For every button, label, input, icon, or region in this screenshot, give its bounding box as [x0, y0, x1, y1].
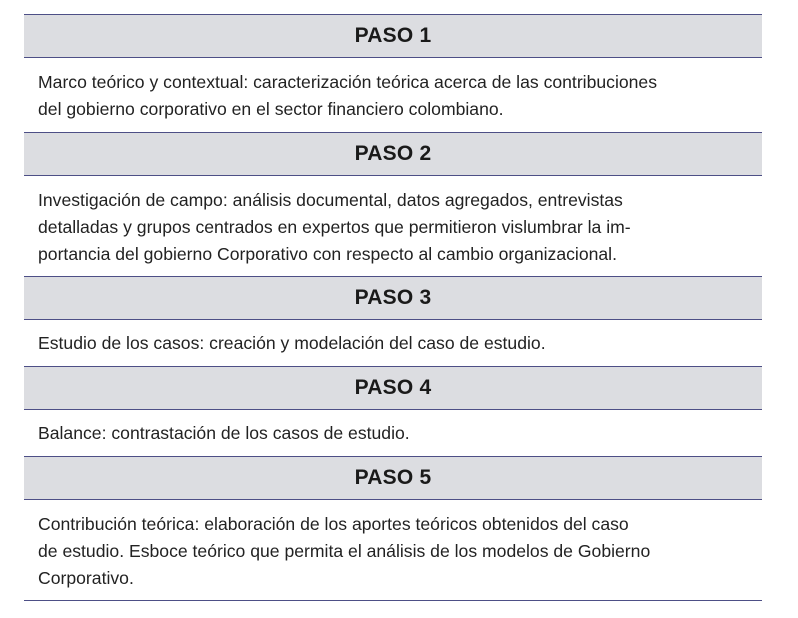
step-5-line: Corporativo.	[38, 567, 134, 588]
step-2-line: Investigación de campo: análisis documental, datos agregados, entrevistas	[38, 189, 623, 210]
step-2-header: PASO 2	[24, 132, 762, 176]
step-4-description	[24, 410, 762, 456]
steps-table	[24, 14, 762, 601]
step-3-header: PASO 3	[24, 276, 762, 320]
step-1-header: PASO 1	[24, 14, 762, 58]
step-5-line: Contribución teórica: elaboración de los aportes teóricos obtenidos del caso	[38, 513, 629, 534]
step-4-line: Balance: contrastación de los casos de estudio.	[38, 423, 410, 443]
step-1-line: Marco teórico y contextual: caracterización teórica acerca de las contribuciones	[38, 72, 658, 92]
step-4-header: PASO 4	[24, 366, 762, 410]
step-5-line: de estudio. Esboce teórico que permita el análisis de los modelos de Gobierno	[38, 540, 651, 561]
step-2-description	[24, 176, 762, 276]
step-1-description	[24, 58, 762, 132]
step-5-header: PASO 5	[24, 456, 762, 500]
step-5-description	[24, 500, 762, 600]
step-3-description	[24, 320, 762, 366]
step-2-line: portancia del gobierno Corporativo con respecto al cambio organizacional.	[38, 243, 617, 264]
step-3-line: Estudio de los casos: creación y modelación del caso de estudio.	[38, 333, 546, 353]
step-2-line: detalladas y grupos centrados en expertos que permitieron vislumbrar la im-	[38, 216, 631, 237]
step-1-line: del gobierno corporativo en el sector financiero colombiano.	[38, 99, 504, 119]
table-bottom-rule	[24, 600, 762, 601]
